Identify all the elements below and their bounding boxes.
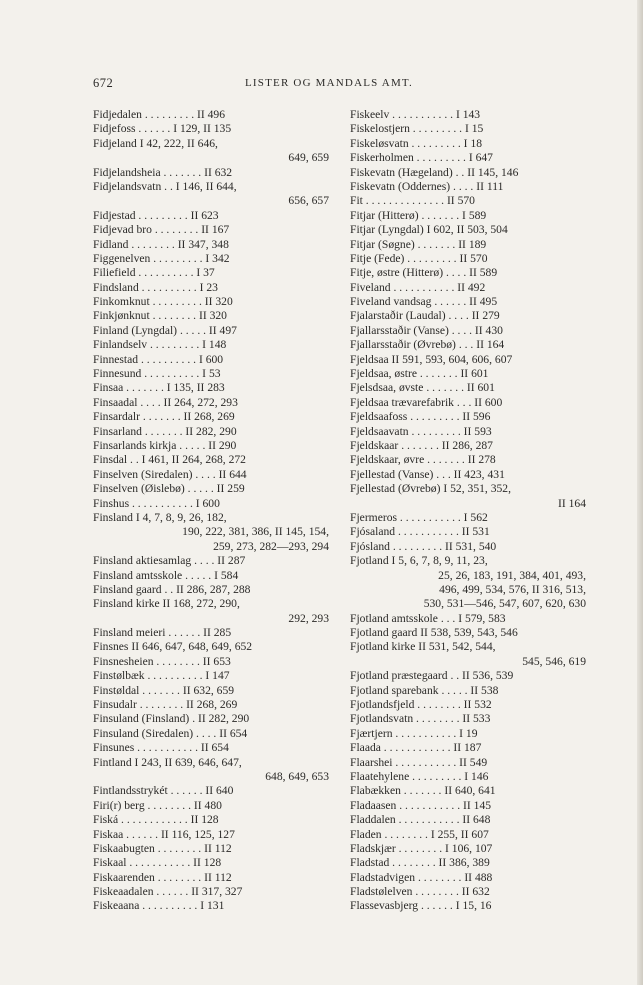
index-entry: Finsnesheien . . . . . . . . II 653 [93, 654, 231, 668]
index-entry: Finstølbæk . . . . . . . . . . I 147 [93, 669, 230, 683]
index-entry: Finsudalr . . . . . . . . II 268, 269 [93, 698, 238, 712]
index-entry: Fjelsdsaa, øvste . . . . . . . II 601 [350, 381, 495, 395]
page-header [93, 76, 613, 94]
index-entry: Fjósland . . . . . . . . . II 531, 540 [350, 539, 497, 553]
index-entry: Fiveland vandsag . . . . . . II 495 [350, 295, 498, 309]
index-entry: Finkjønknut . . . . . . . . II 320 [93, 309, 227, 323]
index-entry: Fintlandsstrykét . . . . . . II 640 [93, 784, 234, 798]
index-entry: Finsland gaard . . II 286, 287, 288 [93, 582, 251, 596]
index-entry: Figgenelven . . . . . . . . . I 342 [93, 251, 230, 265]
index-entry: Finkomknut . . . . . . . . . II 320 [93, 295, 233, 309]
index-entry: Finsaadal . . . . II 264, 272, 293 [93, 395, 238, 409]
index-entry: Fjotland gaard II 538, 539, 543, 546 [350, 626, 518, 640]
index-entry: 496, 499, 534, 576, II 316, 513, [439, 582, 586, 596]
index-entry: Finstøldal . . . . . . . II 632, 659 [93, 683, 235, 697]
index-entry: Fiskaarenden . . . . . . . . II 112 [93, 870, 232, 884]
index-entry: Fiskevatn (Hægeland) . . II 145, 146 [350, 165, 519, 179]
index-entry: Finsland aktiesamlag . . . . II 287 [93, 554, 246, 568]
index-entry: Finsland kirke II 168, 272, 290, [93, 597, 240, 611]
index-entry: Fjotlandsvatn . . . . . . . . II 533 [350, 712, 491, 726]
index-entry: Finsunes . . . . . . . . . . . II 654 [93, 741, 229, 755]
index-entry: Fladstad . . . . . . . . II 386, 389 [350, 856, 490, 870]
index-entry: Fidjelandsheia . . . . . . . II 632 [93, 165, 233, 179]
index-entry: Fiskeaadalen . . . . . . II 317, 327 [93, 885, 243, 899]
index-entry: Flaarshei . . . . . . . . . . . II 549 [350, 755, 488, 769]
index-entry: Fiskaal . . . . . . . . . . . II 128 [93, 856, 222, 870]
index-entry: Fjærtjern . . . . . . . . . . . I 19 [350, 726, 478, 740]
index-entry: Fladskjær . . . . . . . . I 106, 107 [350, 841, 493, 855]
running-title: LISTER OG MANDALS AMT. [245, 77, 413, 89]
page-edge [637, 0, 643, 985]
index-entry: Fitjar (Lyngdal) I 602, II 503, 504 [350, 223, 508, 237]
index-entry: Filiefield . . . . . . . . . . I 37 [93, 266, 215, 280]
index-entry: II 164 [557, 496, 586, 510]
index-entry: Fjeldsaafoss . . . . . . . . . II 596 [350, 410, 491, 424]
index-column-left [93, 108, 329, 914]
index-entry: Firi(r) berg . . . . . . . . II 480 [93, 798, 222, 812]
index-entry: 25, 26, 183, 191, 384, 401, 493, [438, 568, 586, 582]
index-entry: Finsarland . . . . . . . II 282, 290 [93, 424, 237, 438]
index-entry: Flaada . . . . . . . . . . . . II 187 [350, 741, 482, 755]
index-entry: 656, 657 [288, 194, 329, 208]
index-entry: Fit . . . . . . . . . . . . . . II 570 [350, 194, 475, 208]
index-entry: Finshus . . . . . . . . . . . I 600 [93, 496, 220, 510]
index-column-right [350, 108, 586, 914]
index-entry: Fidland . . . . . . . . II 347, 348 [93, 237, 229, 251]
page-number: 672 [93, 76, 114, 90]
index-entry: Fjeldskaar, øvre . . . . . . . II 278 [350, 453, 496, 467]
index-entry: Flassevasbjerg . . . . . . I 15, 16 [350, 899, 492, 913]
index-entry: Fiskeløsvatn . . . . . . . . . I 18 [350, 136, 483, 150]
index-entry: Fjermeros . . . . . . . . . . . I 562 [350, 510, 488, 524]
index-entry: Fiveland . . . . . . . . . . . II 492 [350, 280, 486, 294]
index-entry: Fiská . . . . . . . . . . . . II 128 [93, 813, 219, 827]
index-entry: Fjósaland . . . . . . . . . . . II 531 [350, 525, 490, 539]
index-entry: Fjotland præstegaard . . II 536, 539 [350, 669, 514, 683]
index-entry: Fjalarstaðir (Laudal) . . . . II 279 [350, 309, 500, 323]
index-entry: Fitje, østre (Hitterø) . . . . II 589 [350, 266, 498, 280]
index-entry: Fidjefoss . . . . . . I 129, II 135 [93, 122, 232, 136]
index-entry: Finland (Lyngdal) . . . . . II 497 [93, 323, 237, 337]
index-entry: Fjeldskaar . . . . . . . II 286, 287 [350, 438, 493, 452]
index-entry: Flabækken . . . . . . . II 640, 641 [350, 784, 496, 798]
index-entry: Fidjevad bro . . . . . . . . II 167 [93, 223, 230, 237]
index-entry: Fjellestad (Øvrebø) I 52, 351, 352, [350, 482, 511, 496]
index-entry: Fiskeelv . . . . . . . . . . . I 143 [350, 108, 481, 121]
index-entry: Fjotland I 5, 6, 7, 8, 9, 11, 23, [350, 554, 488, 568]
index-entry: Fidjelandsvatn . . I 146, II 644, [93, 179, 237, 193]
index-entry: Finsland I 4, 7, 8, 9, 26, 182, [93, 510, 227, 524]
index-entry: Finsaa . . . . . . . I 135, II 283 [93, 381, 225, 395]
index-entry: 190, 222, 381, 386, II 145, 154, [182, 525, 329, 539]
index-entry: Fladaasen . . . . . . . . . . . II 145 [350, 798, 492, 812]
index-entry: Finsland amtsskole . . . . . I 584 [93, 568, 239, 582]
index-entry: Fidjedalen . . . . . . . . . II 496 [93, 108, 226, 121]
index-entry: Finsdal . . I 461, II 264, 268, 272 [93, 453, 246, 467]
index-entry: Finselven (Øislebø) . . . . . II 259 [93, 482, 245, 496]
index-entry: Fjeldsaa trævarefabrik . . . II 600 [350, 395, 503, 409]
index-entry: Fjallarsstaðir (Øvrebø) . . . II 164 [350, 338, 505, 352]
index-entry: 648, 649, 653 [265, 769, 329, 783]
index-entry: Findsland . . . . . . . . . . I 23 [93, 280, 218, 294]
index-entry: Finsland meieri . . . . . . II 285 [93, 626, 232, 640]
index-entry: Fitje (Fede) . . . . . . . . . II 570 [350, 251, 488, 265]
index-entry: 545, 546, 619 [522, 654, 586, 668]
index-entry: Fjotland kirke II 531, 542, 544, [350, 640, 496, 654]
index-entry: Fiskaa . . . . . . II 116, 125, 127 [93, 827, 235, 841]
index-entry: Fiskevatn (Oddernes) . . . . II 111 [350, 179, 504, 193]
index-entry: Fjotlandsfjeld . . . . . . . . II 532 [350, 698, 492, 712]
index-entry: Finsarlands kirkja . . . . . II 290 [93, 438, 237, 452]
index-entry: Fladstadvigen . . . . . . . . II 488 [350, 870, 493, 884]
index-entry: Fiskerholmen . . . . . . . . . I 647 [350, 151, 493, 165]
index-entry: Fjeldsaa II 591, 593, 604, 606, 607 [350, 352, 513, 366]
index-entry: 649, 659 [288, 151, 329, 165]
index-entry: Fladdalen . . . . . . . . . . . II 648 [350, 813, 491, 827]
index-entry: Finsuland (Finsland) . II 282, 290 [93, 712, 250, 726]
index-entry: 292, 293 [288, 611, 329, 625]
index-entry: Fidjeland I 42, 222, II 646, [93, 136, 218, 150]
index-entry: 530, 531—546, 547, 607, 620, 630 [423, 597, 586, 611]
index-entry: Fitjar (Hitterø) . . . . . . . I 589 [350, 208, 487, 222]
index-entry: Finsnes II 646, 647, 648, 649, 652 [93, 640, 253, 654]
index-entry: Finlandselv . . . . . . . . . I 148 [93, 338, 227, 352]
index-entry: Fjellestad (Vanse) . . . II 423, 431 [350, 467, 505, 481]
index-entry: Fiskeaana . . . . . . . . . . I 131 [93, 899, 225, 913]
index-entry: Fidjestad . . . . . . . . . II 623 [93, 208, 219, 222]
index-entry: Finsuland (Siredalen) . . . . II 654 [93, 726, 248, 740]
index-entry: Fladen . . . . . . . . I 255, II 607 [350, 827, 489, 841]
index-entry: Fjallarsstaðir (Vanse) . . . . II 430 [350, 323, 503, 337]
index-entry: Fintland I 243, II 639, 646, 647, [93, 755, 242, 769]
index-entry: Finsardalr . . . . . . . II 268, 269 [93, 410, 235, 424]
index-entry: Fjotland amtsskole . . . I 579, 583 [350, 611, 506, 625]
index-entry: Fiskaabugten . . . . . . . . II 112 [93, 841, 232, 855]
index-entry: Finnestad . . . . . . . . . . I 600 [93, 352, 224, 366]
index-entry: Fitjar (Søgne) . . . . . . . II 189 [350, 237, 487, 251]
index-entry: Fladstølelven . . . . . . . . II 632 [350, 885, 490, 899]
index-entry: Fiskelostjern . . . . . . . . . I 15 [350, 122, 484, 136]
index-entry: 259, 273, 282—293, 294 [213, 539, 329, 553]
index-entry: Finnesund . . . . . . . . . . I 53 [93, 367, 221, 381]
index-entry: Fjotland sparebank . . . . . II 538 [350, 683, 499, 697]
index-entry: Finselven (Siredalen) . . . . II 644 [93, 467, 247, 481]
index-entry: Fjeldsaavatn . . . . . . . . . II 593 [350, 424, 492, 438]
index-entry: Flaatehylene . . . . . . . . . I 146 [350, 769, 489, 783]
index-entry: Fjeldsaa, østre . . . . . . . II 601 [350, 367, 489, 381]
